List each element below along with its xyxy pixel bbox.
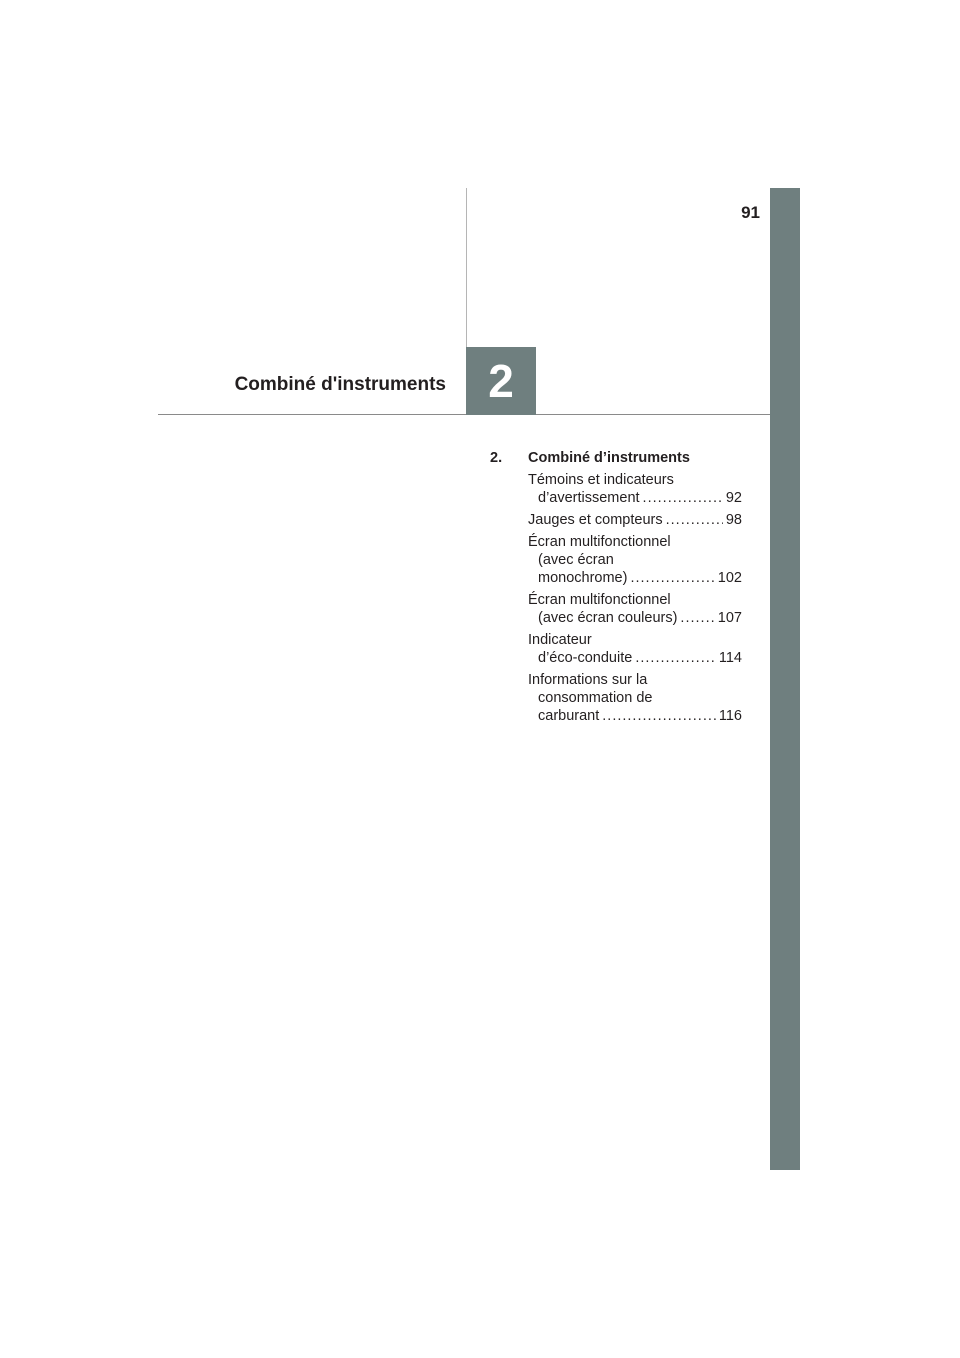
toc-entry-line: d’éco-conduite ..... 114: [528, 649, 742, 667]
toc-entry[interactable]: [490, 591, 742, 627]
toc-entry-line: Jauges et compteurs ..... 98: [528, 511, 742, 529]
toc-section-title: Combiné d’instruments: [528, 450, 690, 466]
toc-entry[interactable]: [490, 511, 742, 529]
page-number: 91: [741, 203, 760, 222]
toc-entry-line: Témoins et indicateurs: [528, 472, 674, 488]
toc-entry-line: (avec écran couleurs) ..... 107: [528, 609, 742, 627]
chapter-title: Combiné d'instruments: [234, 374, 446, 395]
toc-entry[interactable]: [490, 631, 742, 667]
chapter-number-box: [466, 347, 536, 415]
toc-entry-line: Écran multifonctionnel: [528, 592, 671, 608]
toc-entry-line: consommation de: [538, 690, 653, 706]
toc-entry-page: 116: [718, 708, 742, 724]
toc-entry-line: Indicateur: [528, 632, 592, 648]
toc-entry[interactable]: [490, 471, 742, 507]
dot-leader: [643, 489, 723, 507]
toc-entry[interactable]: [490, 671, 742, 725]
toc-entry-page: 114: [718, 650, 742, 666]
toc-entry-page: 98: [725, 512, 742, 528]
horizontal-divider: [158, 414, 770, 415]
vertical-divider: [466, 188, 467, 348]
chapter-number: 2: [488, 355, 514, 407]
toc-section-number: 2.: [490, 450, 503, 466]
toc-entry-line: monochrome) ..... 102: [528, 569, 742, 587]
toc-entry-page: 92: [725, 490, 742, 506]
toc-entry-page: 107: [717, 610, 742, 626]
toc-entry-line: Informations sur la: [528, 672, 648, 688]
toc-entry[interactable]: [490, 533, 742, 587]
toc-section-heading: [490, 449, 742, 467]
dot-leader: [666, 511, 723, 529]
dot-leader: [602, 707, 716, 725]
chapter-side-tab: [770, 188, 800, 1170]
dot-leader: [635, 649, 716, 667]
toc-entry-line: carburant ..... 116: [528, 707, 742, 725]
toc-entry-page: 102: [717, 570, 742, 586]
dot-leader: [630, 569, 714, 587]
toc-entry-line: Écran multifonctionnel: [528, 534, 671, 550]
toc-entry-line: d’avertissement ..... 92: [528, 489, 742, 507]
table-of-contents: [490, 449, 742, 729]
dot-leader: [680, 609, 714, 627]
toc-entry-line: (avec écran: [538, 552, 614, 568]
